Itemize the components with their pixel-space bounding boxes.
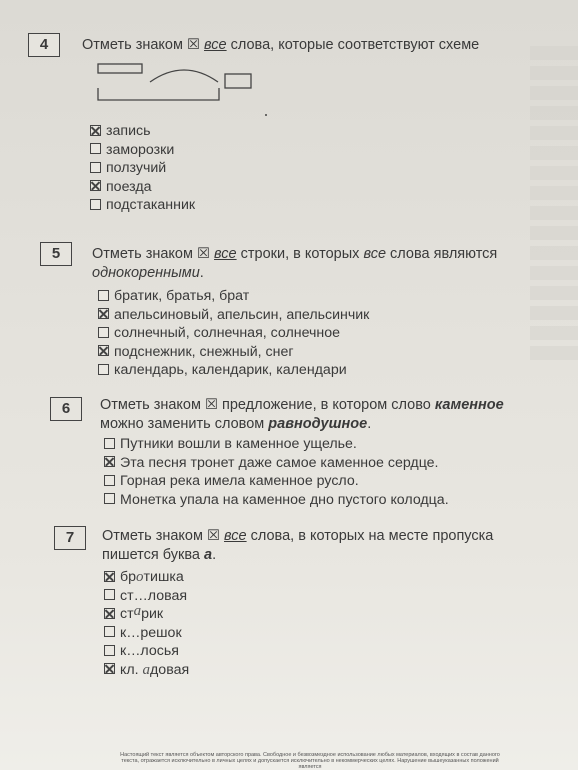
task-6-options bbox=[104, 435, 449, 509]
option-kolosya[interactable]: к…лосья bbox=[104, 642, 189, 661]
option-monetka[interactable]: Монетка упала на каменное дно пустого колодца. bbox=[104, 491, 449, 510]
handwritten-letter: а bbox=[142, 661, 151, 678]
checkbox-empty-icon[interactable] bbox=[104, 438, 115, 449]
checkbox-mark-icon: ☒ bbox=[186, 37, 200, 53]
checkbox-checked-icon[interactable] bbox=[98, 308, 109, 319]
option-kalendar[interactable]: календарь, календарик, календари bbox=[98, 361, 369, 380]
checkbox-empty-icon[interactable] bbox=[104, 645, 115, 656]
option-apelsin[interactable]: апельсиновый, апельсин, апельсинчик bbox=[98, 306, 369, 325]
checkbox-checked-icon[interactable] bbox=[98, 345, 109, 356]
copyright-footer: Настоящий текст является объектом авторского права. Свободное и безвозмездное использование любых материалов, входящих в состав данного текста, отражается исключительно в личных целях и допускается исключительно в некоммерческих целях. Нарушение вышеуказанных положений является bbox=[120, 752, 500, 770]
checkbox-checked-icon[interactable] bbox=[90, 125, 101, 136]
task-4-question: Отметь знаком ☒ все слова, которые соответствуют схеме bbox=[82, 37, 480, 53]
word-structure-scheme bbox=[94, 60, 274, 120]
bleed-through-next-page bbox=[530, 40, 578, 640]
option-solnechny[interactable]: солнечный, солнечная, солнечное bbox=[98, 324, 369, 343]
option-bratishka[interactable]: бротишка bbox=[104, 568, 189, 587]
task-6-question: Отметь знаком ☒ предложение, в котором слово каменное можно заменить словом равнодушное. bbox=[100, 397, 504, 432]
option-koreshok[interactable]: к…решок bbox=[104, 624, 189, 643]
handwritten-letter: а bbox=[133, 603, 142, 619]
checkbox-empty-icon[interactable] bbox=[98, 327, 109, 338]
checkbox-empty-icon[interactable] bbox=[104, 626, 115, 637]
option-polzuchiy[interactable]: ползучий bbox=[90, 159, 195, 178]
option-kladovaya[interactable]: кл. адовая bbox=[104, 661, 189, 680]
checkbox-empty-icon[interactable] bbox=[104, 475, 115, 486]
handwritten-letter: о bbox=[136, 569, 144, 585]
option-zapis[interactable]: запись bbox=[90, 122, 195, 141]
task-5-options bbox=[98, 287, 369, 380]
checkbox-empty-icon[interactable] bbox=[104, 589, 115, 600]
task-7-question: Отметь знаком ☒ все слова, в которых на месте пропуска пишется буква а. bbox=[102, 528, 494, 563]
option-starik[interactable]: старик bbox=[104, 605, 189, 624]
task-number-5: 5 bbox=[40, 242, 72, 266]
checkbox-mark-icon: ☒ bbox=[204, 397, 218, 413]
checkbox-checked-icon[interactable] bbox=[104, 663, 115, 674]
option-reka[interactable]: Горная река имела каменное русло. bbox=[104, 472, 449, 491]
option-poezda[interactable]: поезда bbox=[90, 178, 195, 197]
task-4-options bbox=[90, 122, 195, 215]
checkbox-empty-icon[interactable] bbox=[90, 199, 101, 210]
task-number-6: 6 bbox=[50, 397, 82, 421]
checkbox-mark-icon: ☒ bbox=[206, 528, 220, 544]
option-pesnya[interactable]: Эта песня тронет даже самое каменное сердце. bbox=[104, 454, 449, 473]
task-number-7: 7 bbox=[54, 526, 86, 550]
option-zamorozki[interactable]: заморозки bbox=[90, 141, 195, 160]
checkbox-empty-icon[interactable] bbox=[90, 162, 101, 173]
option-putniki[interactable]: Путники вошли в каменное ущелье. bbox=[104, 435, 449, 454]
option-stolovaya[interactable]: ст…ловая bbox=[104, 587, 189, 606]
checkbox-checked-icon[interactable] bbox=[90, 180, 101, 191]
checkbox-empty-icon[interactable] bbox=[98, 364, 109, 375]
checkbox-empty-icon[interactable] bbox=[90, 143, 101, 154]
option-bratik[interactable]: братик, братья, брат bbox=[98, 287, 369, 306]
checkbox-checked-icon[interactable] bbox=[104, 571, 115, 582]
checkbox-empty-icon[interactable] bbox=[98, 290, 109, 301]
checkbox-checked-icon[interactable] bbox=[104, 608, 115, 619]
checkbox-mark-icon: ☒ bbox=[196, 246, 210, 262]
task-5-question: Отметь знаком ☒ все строки, в которых все слова являются однокоренными. bbox=[92, 246, 498, 281]
checkbox-checked-icon[interactable] bbox=[104, 456, 115, 467]
option-podstakannik[interactable]: подстаканник bbox=[90, 196, 195, 215]
checkbox-empty-icon[interactable] bbox=[104, 493, 115, 504]
task-7-options bbox=[104, 568, 189, 679]
task-number-4: 4 bbox=[28, 33, 60, 57]
option-podsnezhnik[interactable]: подснежник, снежный, снег bbox=[98, 343, 369, 362]
